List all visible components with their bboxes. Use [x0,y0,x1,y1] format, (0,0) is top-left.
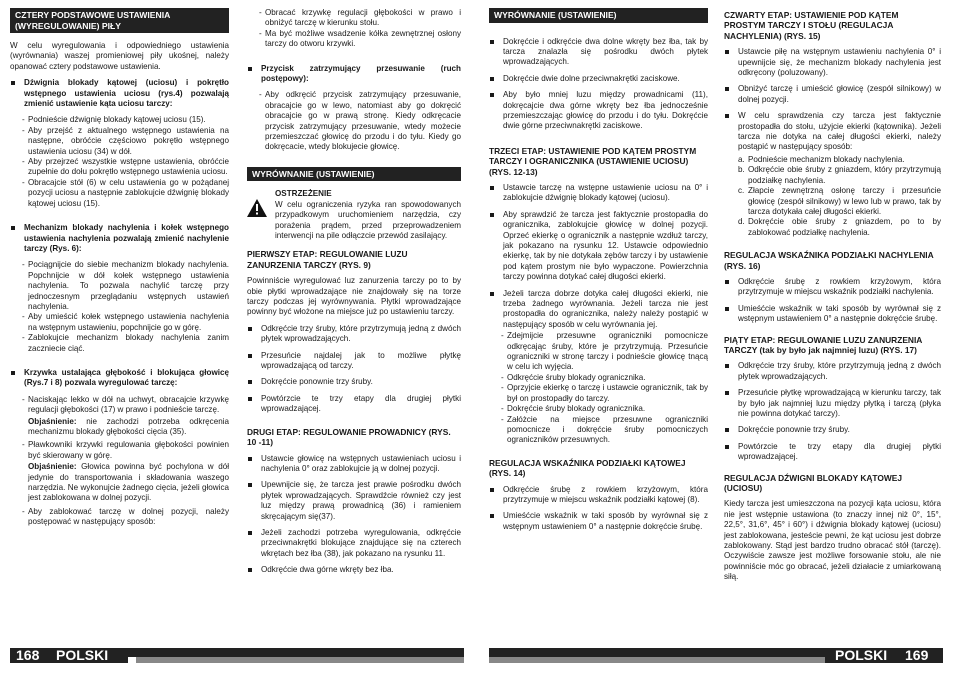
list-item: - Pociągnijcie do siebie mechanizm blokady nachylenia. Popchnijcie w dół kołek wstępnego ustawienia nachylenia. To pozwala nachylić tarczę przy jednoczesnym przeglądaniu wstępnych ustawień nachylenia. [10,260,229,312]
list-item-text: Złapcie zewnętrzną osłonę tarczy i przesuńcie głowicę (zespół silnikowy) w lewo lub w prawo, tak by tarcza dotykała całej długości ekierki. [748,186,941,216]
page-number: 168 [16,647,40,663]
list-item: - Odkręćcie śruby blokady ogranicznika. [489,373,708,383]
list-item: - Aby przejrzeć wszystkie wstępne ustawienia, obróćcie zupełnie do dołu pokrętło wstępnego ustawienia uciosu. [10,157,229,178]
list-item: d. Dokręćcie obie śruby z gniazdem, po to by zablokować podziałkę nachylenia. [738,217,941,237]
left-page-column-2 [247,8,461,582]
list-item: - Aby odkręcić przycisk zatrzymujący przesuwanie, obracajcie go w lewo, natomiast aby go dokręcić obracajcie go w prawą stronę. Kiedy odkręcacie przycisk zatrzymujący przesuwanie, wtedy możecie przemieszczać głowicę do przodu i do tyłu. Kiedy go dokręcacie, wtedy blokujecie głowicę. [247,90,461,152]
list-item: - Zablokujcie mechanizm blokady nachylenia zanim zaczniecie ciąć. [10,333,229,354]
list-item: Powtórzcie te trzy etapy dla drugiej płytki wprowadzającej. [724,442,941,463]
heading-miter-scale: REGULACJA WSKAŹNIKA PODZIAŁKI KĄTOWEJ (RYS. 14) [489,457,686,479]
list-item: Odkręćcie śrubę z rowkiem krzyżowym, która przytrzymuje w miejscu wskaźnik podziałki nachylenia. [724,277,941,298]
intro-paragraph: W celu wyregulowania i odpowiedniego ustawienia (wyrównania) waszej promieniowej piły ukośnej, należy opanować cztery podstawowe ustawienia. [10,41,229,71]
list-item: - Naciskając lekko w dół na uchwyt, obracajcie krzywkę regulacji głębokości (17) w prawo i podnieście tarczę. [10,395,229,416]
list-item: Jeżeli tarcza dobrze dotyka całej długości ekierki, nie trzeba żadnego wyrównania. Jeżeli tarcza nie jest prostopadła do ogranicznika, należy należy postąpić w następujący sposób w celu wyrównania jej. [489,289,708,331]
list-item-text: Odkręćcie obie śruby z gniazdem, który przytrzymują podziałkę nachylenia. [748,165,941,185]
list-item: - Dokręćcie śruby blokady ogranicznika. [489,404,708,414]
list-item: - Podnieście dźwignię blokady kątowej uciosu (15). [10,115,229,125]
list-item: Jeżeli zachodzi potrzeba wyregulowania, odkręćcie przeciwnakrętki blokujące znajdujące się na czterech wkrętach bez łba (38), jak pokazano na rysunku 11. [247,528,461,559]
page-number: 169 [905,647,929,663]
list-item: Ustawcie tarczę na wstępne ustawienie uciosu na 0° i zablokujcie dźwignię blokady kątowej (uciosu). [489,183,708,204]
heading-fourth-step: CZWARTY ETAP: USTAWIENIE POD KĄTEM PROSTYM TARCZY I STOŁU (REGULACJA NACHYLENIA) (RYS. 15) [724,10,899,41]
footer-right [489,648,943,663]
list-item: Przesuńcie najdalej jak to możliwe płytkę wprowadzającą od tarczy. [247,351,461,372]
list-item: Odkręćcie śrubę z rowkiem krzyżowym, która przytrzymuje w miejscu wskaźnik podziałki kątowej (8). [489,485,708,506]
list-item: Powtórzcie te trzy etapy dla drugiej płytki wprowadzającej. [247,394,461,415]
list-item: Odkręćcie trzy śruby, które przytrzymują jedną z dwóch płytek wprowadzających. [724,361,941,382]
list-item: c. Złapcie zewnętrzną osłonę tarczy i przesuńcie głowicę (zespół silnikowy) w lewo lub w prawo, tak by tarcza dotykała całej długości ekierki. [738,186,941,216]
list-item: Obniżyć tarczę i umieścić głowicę (zespół silnikowy) w dolnej pozycji. [724,84,941,105]
note-label: Objaśnienie: [28,416,77,426]
warning-box [247,189,461,241]
list-item: - Aby zablokować tarczę w dolnej pozycji, należy postępować w następujący sposób: [10,507,229,528]
note-text: nie zachodzi potrzeba odkręcenia mechanizmu blokady głębokości cięcia (35). [28,416,230,436]
paragraph: Powinniście wyregulować luz zanurzenia tarczy po to by obie płytki wprowadzające nie znajdowały się na torze tarczy podczas jej wyrównywania. Płytki wprowadzające powinny być włożone na miejsce już po ustawieniu tarczy. [247,276,461,317]
list-item: a. Podnieście mechanizm blokady nachylenia. [738,154,905,164]
list-item: Umieśćcie wskaźnik w taki sposób by wyrównał się z wstępnym ustawieniem 0° a następnie dokręćcie śrubę. [724,304,941,325]
list-item-text: Podnieście mechanizm blokady nachylenia. [748,154,905,164]
warning-title: OSTRZEŻENIE [275,189,332,199]
list-item: Aby sprawdzić że tarcza jest faktycznie prostopadła do ogranicznika, zablokujcie głowicę w dolnej pozycji. Oprzeć ekierkę o ogranicznik a następnie wzdłuż tarczy, jak pokazano na rysunku 12. Ustawcie odpowiednio ekierkę, tak by nie dotykała zębów tarczy i by ustawienie pod kątem prostym nie było wypaczone. Powierzchnia tarczy powinna dotykać całej długości ekierki. [489,210,708,283]
warning-text: W celu ograniczenia ryzyka ran spowodowanych przypadkowym uruchomieniem narzędzia, czy porażenia prądem, przed przeprowadzeniem interwencji na pile odłączcie przewód zasilający. [275,199,461,240]
list-item: W celu sprawdzenia czy tarcza jest faktycznie prostopadła do stołu, użyjcie ekierki (kątownika). Jeżeli tarcza nie dotyka na całej długości ekierki, należy postąpić w następujący sposób: [724,111,941,153]
right-page-column-1 [489,8,708,538]
list-item: - Aby przejść z aktualnego wstępnego ustawienia na następne, obróćcie częściowo pokrętło wstępnego ustawienia uciosu (34) w dół. [10,126,229,157]
heading-miter-lever: REGULACJA DŹWIGNI BLOKADY KĄTOWEJ (UCIOSU) [724,472,903,494]
bullet-depth-cam: Krzywka ustalająca głębokość i blokująca głowicę (Rys.7 i 8) pozwala wyregulować tarczę: [10,368,229,389]
list-item: b. Odkręćcie obie śruby z gniazdem, który przytrzymują podziałkę nachylenia. [738,165,941,185]
list-item: Odkręćcie trzy śruby, które przytrzymują jedną z dwóch płytek wprowadzających. [247,324,461,345]
note [10,417,229,438]
list-item: Ustawcie głowicę na wstępnych ustawieniach uciosu i nachylenia 0° oraz zablokujcie ją w dolnej pozycji. [247,454,461,475]
list-item: - Obracajcie stół (6) w celu ustawienia go w pożądanej pozycji uciosu a następnie zablokujcie dźwignię blokady kątowej uciosu (15). [10,178,229,209]
note-text: Głowica powinna być pochylona w dół jedynie do transportowania i składowania waszego narzędzia. Ne wykonujcie żadnego cięcia, jeżeli głowica jest zablokowana w dolnej pozycji. [28,462,229,503]
list-item: Odkręćcie dwa górne wkręty bez łba. [247,565,461,575]
section-header: WYRÓWNANIE (USTAWIENIE) [489,8,708,23]
list-item: Umieśćcie wskaźnik w taki sposób by wyrównał się z wstępnym ustawieniem 0° a następnie dokręćcie śrubę. [489,511,708,532]
list-item: - Pławkowniki krzywki regulowania głębokości powinien być skierowany w górę. [10,440,229,461]
list-item: Aby było mniej luzu między prowadnicami (11), dokręcajcie dwa górne wkręty bez łba jednocześnie przemieszczając głowicę do przodu i do tyłu. Dokręćcie dwie górne przeciwnakrętki zaciskowe. [489,90,708,132]
heading-second-step: DRUGI ETAP: REGULOWANIE PROWADNICY (RYS. 10 -11) [247,426,451,448]
section-header: CZTERY PODSTAWOWE USTAWIENIA (WYREGULOWANIE) PIŁY [10,8,229,33]
list-item: Dokręćcie i odkręćcie dwa dolne wkręty bez łba, tak by tarcza znalazła się pośrodku dwóch płytek wprowadzających. [489,37,708,68]
section-header: WYRÓWNANIE (USTAWIENIE) [247,167,461,182]
list-item: - Aby umieścić kołek wstępnego ustawienia nachylenia na wstępnym ustawieniu, popchnijcie go w górę. [10,312,229,333]
list-item: - Załóżcie na miejsce przesuwne ograniczniki pomocnicze i dokręćcie śruby pomocniczych ograniczników przesuwnych. [489,415,708,446]
warning-triangle-icon [247,199,267,220]
heading-third-step: TRZECI ETAP: USTAWIENIE POD KĄTEM PROSTYM TARCZY I OGRANICZNIKA (USTAWIENIE UCIOSU) (RYS. 12-13) [489,145,697,177]
list-item: - Ma być możliwe wsadzenie kółka zewnętrznej osłony tarczy do otworu krzywki. [247,29,461,50]
note [10,462,229,504]
language-label: POLSKI [56,647,109,663]
list-item: - Oprzyjcie ekierkę o tarczę i ustawcie ogranicznik, tak by był on prostopadły do tarczy. [489,383,708,404]
bullet-bevel-lock: Dźwignia blokady kątowej (uciosu) i pokrętło wstępnego ustawienia uciosu (rys.4) pozwalają zmienić ustawienie kąta uciosu tarczy: [10,78,229,109]
bullet-slide-lock: Przycisk zatrzymujący przesuwanie (ruch postępowy): [247,64,461,85]
note-label: Objaśnienie: [28,462,77,472]
left-page-column-1 [10,8,229,528]
footer-left [10,648,464,663]
list-item: - Obracać krzywkę regulacji głębokości w prawo i obniżyć tarczę w kierunku stołu. [247,8,461,29]
list-item: - Zdejmijcie przesuwne ograniczniki pomocnicze odkręcając śruby, które je przytrzymują. Przesuńcie ograniczniki w stronę tarczy i podnieście głowicę tnącą w celu ich wyjęcia. [489,331,708,373]
list-item: Przesuńcie płytkę wprowadzającą w kierunku tarczy, tak by było jak najmniej luzu między płytką i tarczą (płyka nie powinna dotykać tarczy). [724,388,941,419]
list-item: Dokręćcie ponownie trzy śruby. [724,425,941,435]
paragraph: Kiedy tarcza jest umieszczona na pozycji kąta uciosu, która nie jest wstępnie ustawiona (to znaczy innej niż 0°, 15°, 22,5°, 31,6°, 45° i 60°) i dźwignia blokady kątowej (uciosu) jest zablokowana, jesteście pewni, że kąt uciosu jest dobrze zablokowany. Stąd jest bardzo trudno obracać stół (tarczę). Oczywiście zawsze jest możliwe forsowanie stołu, ale nie powinniście móc go obracać, jeżeli działacie z umiarkowaną siłą. [724,499,941,582]
language-label: POLSKI [835,647,888,663]
bullet-tilt-lock: Mechanizm blokady nachylenia i kołek wstępnego ustawienia nachylenia pozwalają zmienić nachylenie tarczy (Rys. 6): [10,223,229,254]
list-item: Ustawcie piłę na wstępnym ustawieniu nachylenia 0° i upewnijcie się, że mechanizm blokady nachylenia jest odkręcony (poluzowany). [724,47,941,78]
heading-bevel-scale: REGULACJA WSKAŹNIKA PODZIAŁKI NACHYLENIA (RYS. 16) [724,250,934,271]
list-item: Dokręćcie ponownie trzy śruby. [247,377,461,387]
right-page-column-2 [724,8,941,589]
heading-first-step: PIERWSZY ETAP: REGULOWANIE LUZU ZANURZENIA TARCZY (RYS. 9) [247,249,408,270]
list-item: Upewnijcie się, że tarcza jest prawie pośrodku dwóch płytek wprowadzających. Sprawdźcie również czy jest luz między prawą prowadnicą (36) i ramieniem skręcającym się(37). [247,480,461,522]
list-item: Dokręćcie dwie dolne przeciwnakrętki zaciskowe. [489,74,708,84]
heading-fifth-step: PIĄTY ETAP: REGULOWANIE LUZU ZANURZENIA TARCZY (tak by było jak najmniej luzu) (RYS. 17) [724,334,923,355]
list-item-text: Dokręćcie obie śruby z gniazdem, po to by zablokować podziałkę nachylenia. [748,217,941,237]
